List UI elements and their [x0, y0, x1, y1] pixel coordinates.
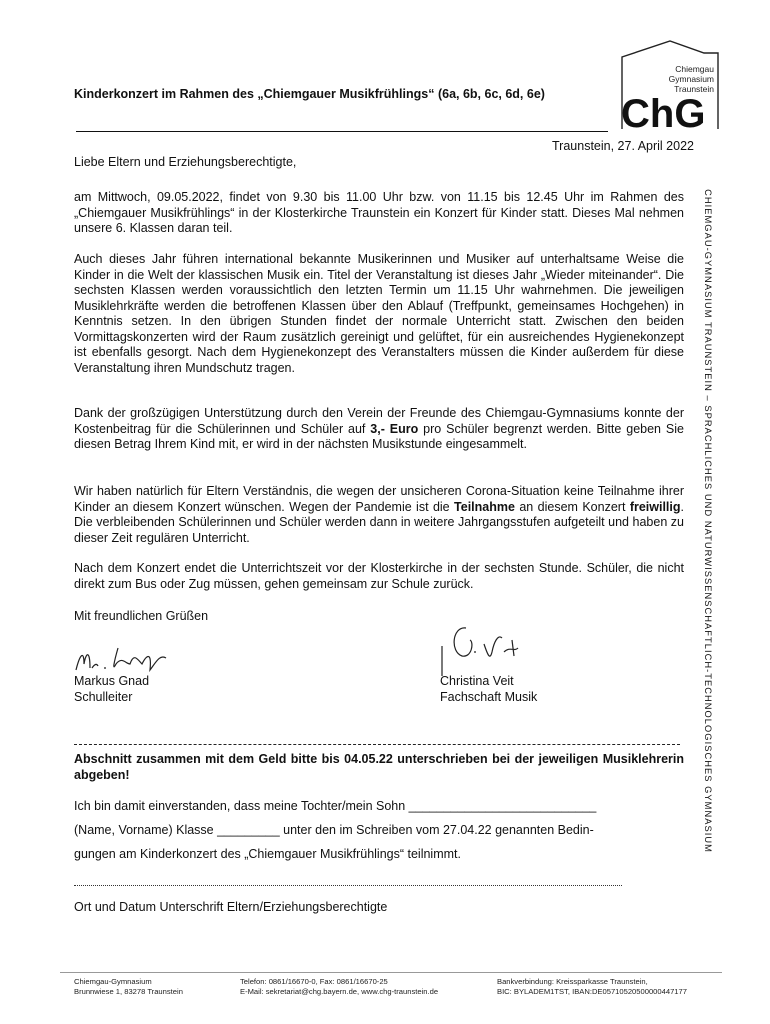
- footer-street: Brunnwiese 1, 83278 Traunstein: [74, 987, 183, 996]
- signatory-2: [440, 673, 537, 705]
- footer-phone: Telefon: 0861/16670-0, Fax: 0861/16670-25: [240, 977, 388, 986]
- letter-title: Kinderkonzert im Rahmen des „Chiemgauer Musikfrühlings“ (6a, 6b, 6c, 6d, 6e): [74, 87, 545, 101]
- footer-bank-ids: BIC: BYLADEM1TST, IBAN:DE05710520500000447177: [497, 987, 687, 996]
- footer-address: [74, 977, 183, 997]
- signatory-1: [74, 673, 149, 705]
- side-banner: [701, 165, 715, 877]
- p3-text-a: Dank der großzügigen Unterstützung durch den Verein der Freunde des Chiemgau-Gymnasiums konnte der Kostenbeitrag für die Schülerinnen und Schüler auf: [74, 406, 684, 436]
- p4-participation: Teilnahme: [454, 499, 515, 514]
- footer-contact: [240, 977, 438, 997]
- p4-text-e: . Die verbleibenden Schülerinnen und Schüler werden dann in weitere Jahrgangsstufen aufgeteilt und haben zu dieser Zeit regulären Unterricht.: [74, 499, 684, 545]
- cut-line: [74, 744, 680, 745]
- school-logo: [620, 39, 720, 131]
- logo-text: ChG: [621, 92, 706, 131]
- slip-line-2: (Name, Vorname) Klasse _________ unter den im Schreiben vom 27.04.22 genannten Bedin-: [74, 823, 594, 837]
- footer-bank-name: Bankverbindung: Kreissparkasse Traunstein,: [497, 977, 648, 986]
- place-date: Traunstein, 27. April 2022: [552, 139, 694, 153]
- footer-bank: [497, 977, 687, 997]
- logo-line-3: Traunstein: [674, 84, 714, 94]
- logo-line-2: Gymnasium: [668, 74, 714, 84]
- p3-amount: 3,- Euro: [370, 421, 419, 436]
- signatory-2-role: Fachschaft Musik: [440, 690, 538, 704]
- title-divider: [76, 131, 608, 132]
- p4-text-c: an diesem Konzert: [514, 499, 630, 514]
- signatory-2-name: Christina Veit: [440, 674, 514, 688]
- closing: Mit freundlichen Grüßen: [74, 609, 209, 623]
- paragraph-1: am Mittwoch, 09.05.2022, findet von 9.30 bis 11.00 Uhr bzw. von 11.15 bis 12.45 Uhr im Rahmen des „Chiemgauer Musikfrühlings“ in der Klosterkirche Traunstein ein Konzert für Kinder statt. Dieses Mal nehmen unsere 6. Klassen daran teil.: [74, 190, 684, 235]
- signatory-1-role: Schulleiter: [74, 690, 133, 704]
- footer-email: E-Mail: sekretariat@chg.bayern.de, www.chg-traunstein.de: [240, 987, 439, 996]
- slip-line-1: Ich bin damit einverstanden, dass meine Tochter/mein Sohn ___________________________: [74, 799, 597, 813]
- signature-line: [74, 885, 622, 886]
- side-banner-text: CHIEMGAU-GYMNASIUM TRAUNSTEIN – SPRACHLICHES UND NATURWISSENSCHAFTLICH-TECHNOLOGISCHES GYMNASIUM: [703, 189, 713, 853]
- paragraph-5: Nach dem Konzert endet die Unterrichtszeit vor der Klosterkirche in der sechsten Stunde. Schüler, die nicht direkt zum Bus oder Zug müssen, gehen gemeinsam zur Schule zurück.: [74, 561, 684, 591]
- slip-sign-label: Ort und Datum Unterschrift Eltern/Erziehungsberechtigte: [74, 900, 388, 914]
- footer-divider: [60, 972, 722, 973]
- signature-veit: [438, 622, 528, 678]
- slip-instruction: Abschnitt zusammen mit dem Geld bitte bis 04.05.22 unterschrieben bei der jeweiligen Musiklehrerin abgeben!: [74, 752, 684, 782]
- p4-text-a: Wir haben natürlich für Eltern Verständnis, die wegen der unsicheren Corona-Situation keine Teilnahme ihrer Kinder an diesem Konzert wünschen. Wegen der Pandemie ist die: [74, 484, 684, 514]
- logo-graphic: [620, 39, 720, 131]
- signatory-1-name: Markus Gnad: [74, 674, 150, 688]
- salutation: Liebe Eltern und Erziehungsberechtigte,: [74, 155, 297, 169]
- paragraph-3: [74, 406, 684, 453]
- footer-school: Chiemgau-Gymnasium: [74, 977, 152, 986]
- slip-line-3: gungen am Kinderkonzert des „Chiemgauer Musikfrühlings“ teilnimmt.: [74, 847, 461, 861]
- p3-text-c: pro Schüler begrenzt werden. Bitte geben Sie diesen Betrag Ihrem Kind mit, er wird in der nächsten Musikstunde eingesammelt.: [74, 421, 684, 451]
- p4-voluntary: freiwillig: [629, 499, 681, 514]
- paragraph-2: Auch dieses Jahr führen international bekannte Musikerinnen und Musiker auf unterhaltsame Weise die Kinder in die Welt der klassischen Musik ein. Titel der Veranstaltung ist dieses Jahr „Wieder miteinander“. Die sechsten Klassen werden voraussichtlich den letzten Termin um 11.15 Uhr wahrnehmen. Die jeweiligen Musiklehrkräfte werden die betroffenen Klassen über den Ablauf (Treffpunkt, gemeinsames Hochgehen) in Kenntnis setzen. In den übrigen Stunden findet der normale Unterricht statt. Zwischen den beiden Vormittagskonzerten wird der Raum zusätzlich gereinigt und gelüftet, für ein ausreichendes Hygienekonzept ist ebenfalls gesorgt. Nach dem Hygienekonzept des Veranstalters müssen die Kinder außerdem für diese Veranstaltung ihren Mundschutz tragen.: [74, 252, 684, 375]
- logo-line-1: Chiemgau: [675, 64, 714, 74]
- paragraph-4: [74, 484, 684, 546]
